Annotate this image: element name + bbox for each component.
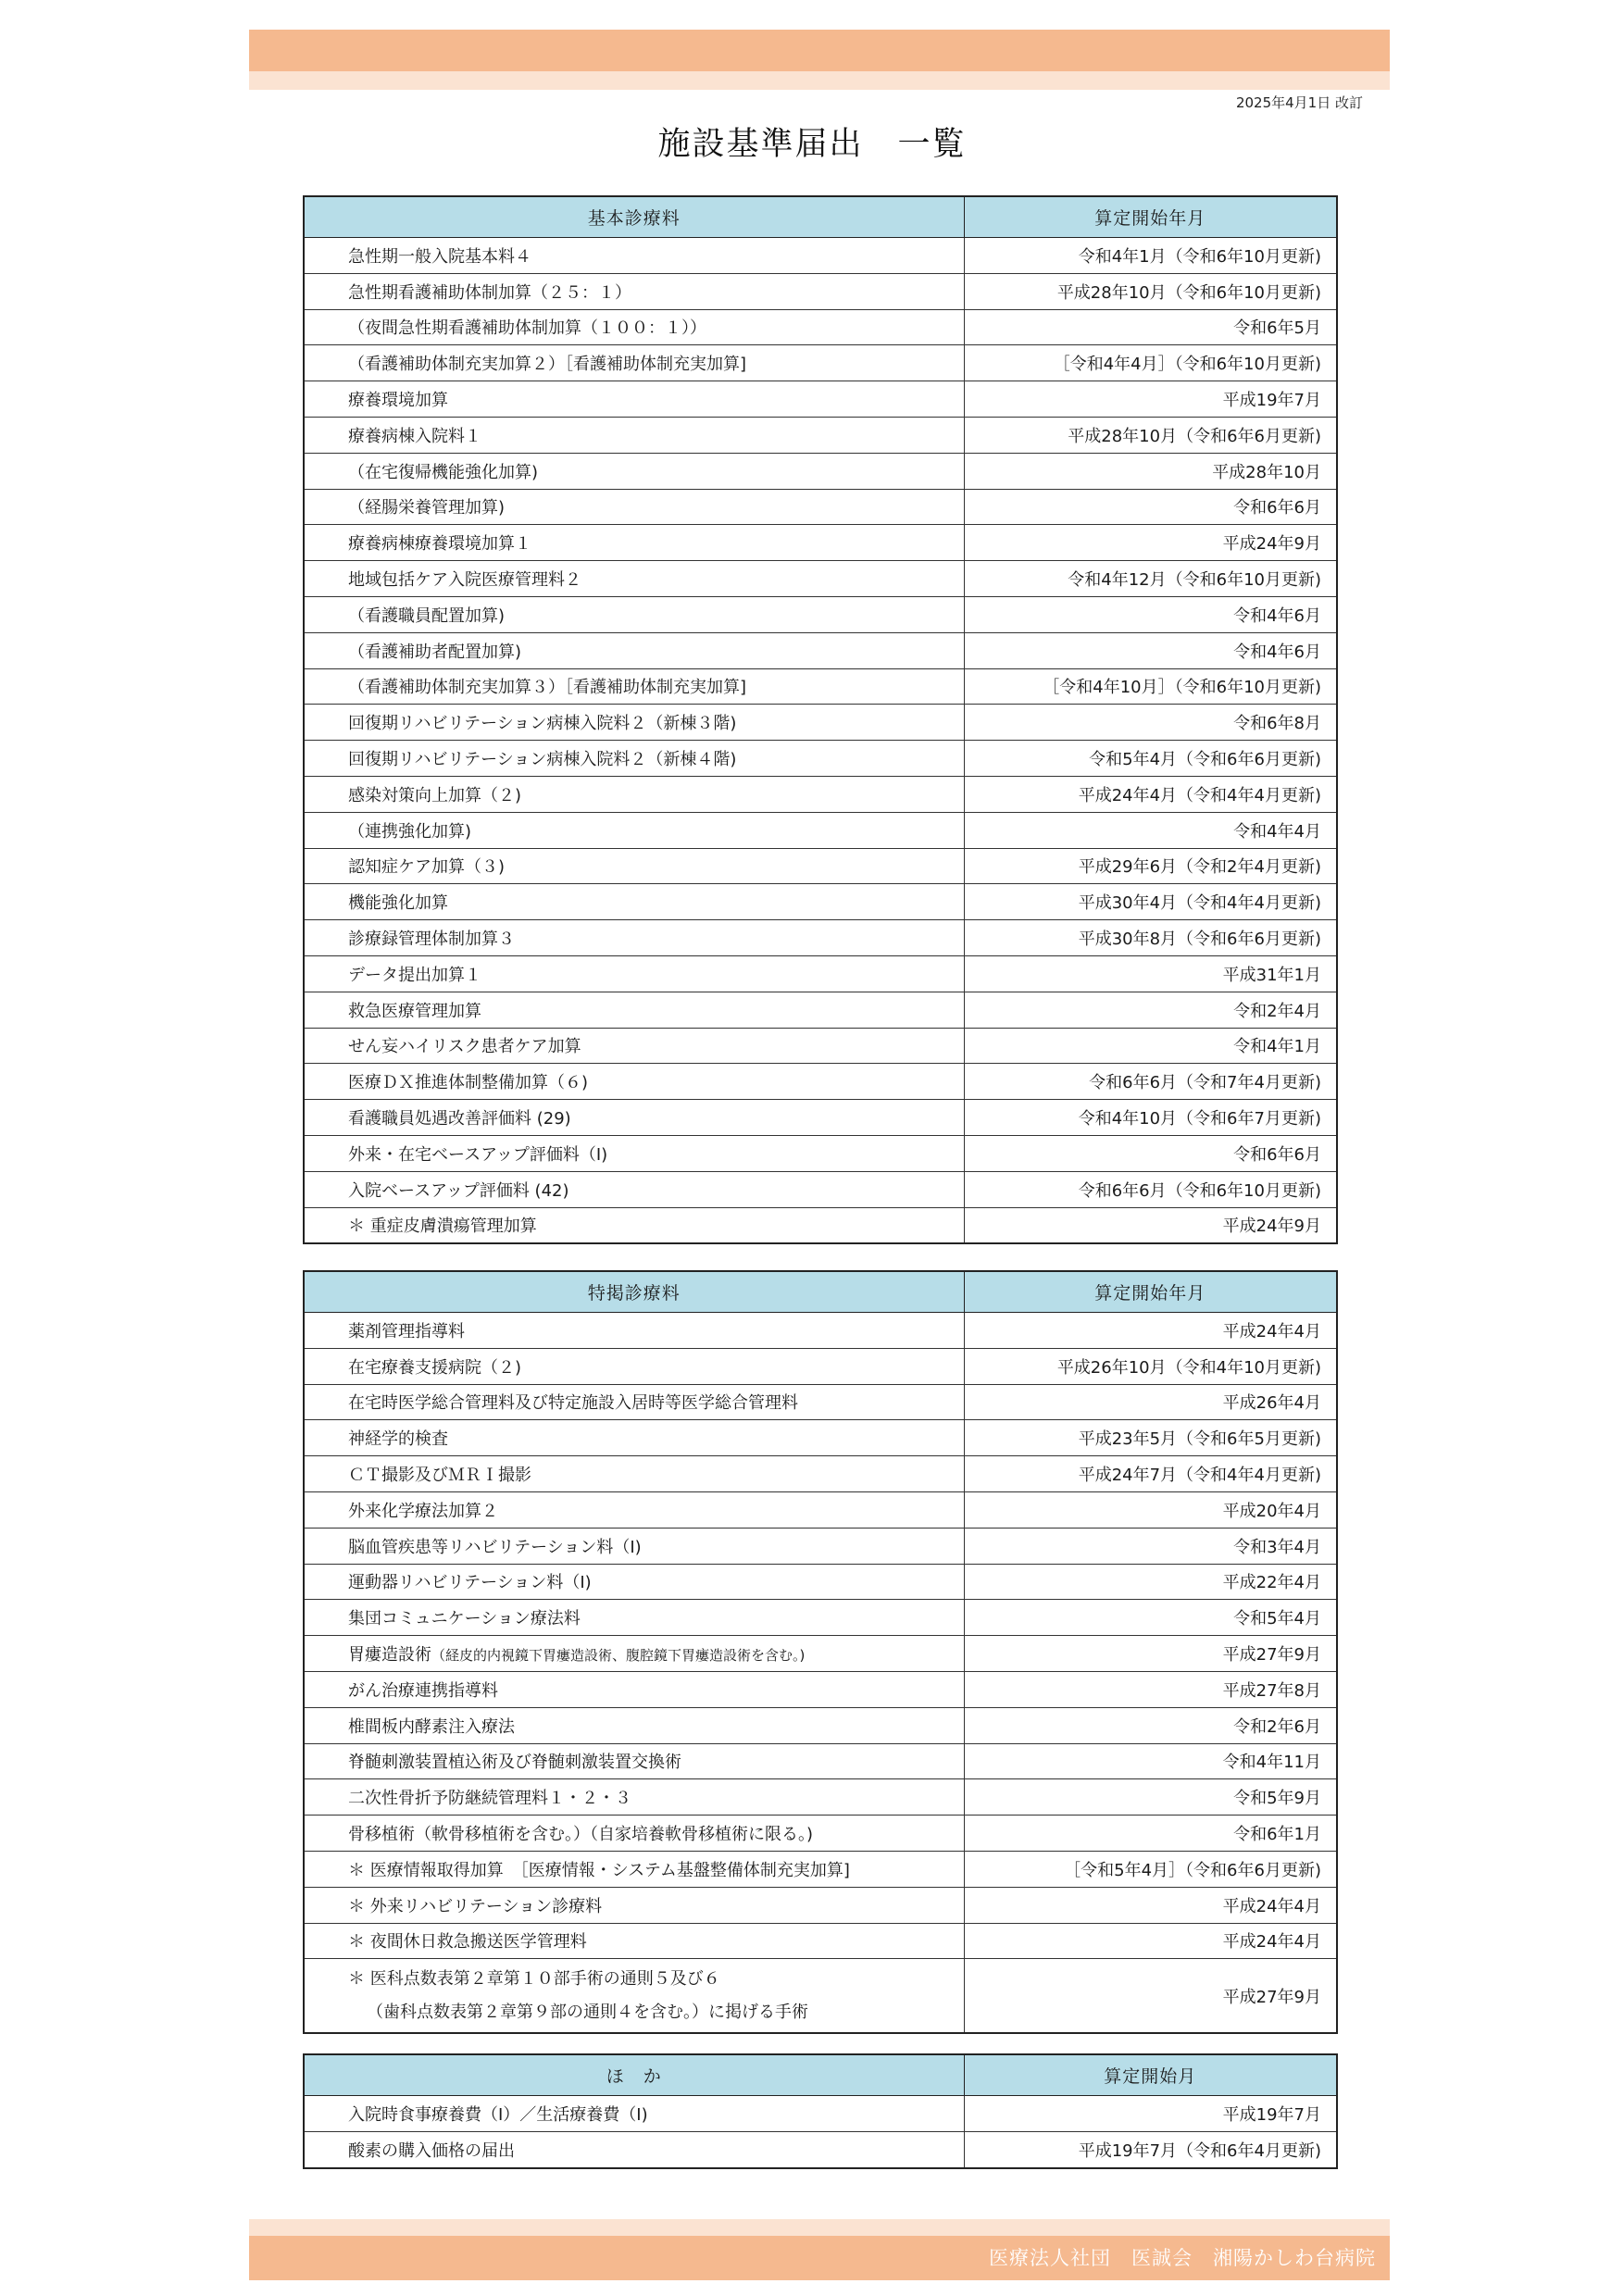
row-date: 平成24年4月 <box>964 1313 1337 1349</box>
row-date: 令和2年4月 <box>964 992 1337 1028</box>
row-name-text: 胃瘻造設術 <box>348 1645 431 1666</box>
row-name <box>304 920 964 956</box>
header-band-light <box>249 71 1390 90</box>
row-name <box>304 1313 964 1349</box>
row-date: 令和6年6月 <box>964 1135 1337 1171</box>
table-row <box>304 417 1337 453</box>
row-name <box>304 1028 964 1064</box>
column-header-name: 特掲診療料 <box>304 1271 964 1313</box>
row-date: 令和4年12月（令和6年10月更新) <box>964 561 1337 597</box>
row-date: 平成30年8月（令和6年6月更新) <box>964 920 1337 956</box>
row-date: 平成27年9月 <box>964 1636 1337 1672</box>
table-row <box>304 1384 1337 1420</box>
table-row <box>304 1207 1337 1243</box>
page-title: 施設基準届出 一覧 <box>657 126 967 163</box>
table-row <box>304 1816 1337 1852</box>
row-date: 令和6年5月 <box>964 309 1337 345</box>
table-row <box>304 812 1337 848</box>
table-row <box>304 1064 1337 1100</box>
table-row <box>304 1671 1337 1707</box>
row-name <box>304 992 964 1028</box>
table-row <box>304 1528 1337 1564</box>
row-date: 令和4年10月（令和6年7月更新) <box>964 1100 1337 1136</box>
row-name-text: 急性期看護補助体制加算（２５：１） <box>348 282 631 303</box>
table-row <box>304 453 1337 489</box>
row-name <box>304 1456 964 1492</box>
table-row <box>304 1707 1337 1743</box>
row-name <box>304 489 964 525</box>
row-name <box>304 1707 964 1743</box>
row-name-text: ＊ 医科点数表第２章第１０部手術の通則５及び６ <box>348 1968 720 1989</box>
row-name <box>304 1959 964 2033</box>
table-row <box>304 884 1337 920</box>
row-name <box>304 884 964 920</box>
table-row <box>304 1923 1337 1959</box>
row-name <box>304 1564 964 1600</box>
table-row <box>304 632 1337 668</box>
row-name <box>304 848 964 884</box>
row-date: 令和6年6月（令和7年4月更新) <box>964 1064 1337 1100</box>
column-header-name: 基本診療料 <box>304 196 964 238</box>
table-row <box>304 381 1337 418</box>
row-name-text: 認知症ケア加算（３) <box>348 857 506 878</box>
row-date: 平成24年7月（令和4年4月更新) <box>964 1456 1337 1492</box>
row-date: 平成29年6月（令和2年4月更新) <box>964 848 1337 884</box>
row-date: 令和5年4月 <box>964 1600 1337 1636</box>
table-header-row <box>304 1271 1337 1313</box>
row-name <box>304 1100 964 1136</box>
row-date: 平成30年4月（令和4年4月更新) <box>964 884 1337 920</box>
row-date: 令和4年6月 <box>964 632 1337 668</box>
row-name <box>304 1171 964 1207</box>
row-date: 令和4年1月（令和6年10月更新) <box>964 238 1337 274</box>
row-date: 令和4年4月 <box>964 812 1337 848</box>
row-name <box>304 955 964 992</box>
row-name <box>304 1384 964 1420</box>
row-name-text: 療養病棟療養環境加算１ <box>348 534 531 555</box>
row-name <box>304 417 964 453</box>
row-date: 平成28年10月 <box>964 453 1337 489</box>
row-date: 平成19年7月 <box>964 381 1337 418</box>
row-name-text: 在宅療養支援病院（２) <box>348 1357 522 1378</box>
row-date: 平成27年9月 <box>964 1959 1337 2033</box>
row-name <box>304 741 964 777</box>
row-name <box>304 812 964 848</box>
row-date: 平成19年7月（令和6年4月更新) <box>964 2131 1337 2167</box>
table-row <box>304 1420 1337 1456</box>
row-name <box>304 1779 964 1816</box>
row-name-text: 薬剤管理指導料 <box>348 1321 465 1341</box>
row-name <box>304 345 964 381</box>
row-date: 令和5年9月 <box>964 1779 1337 1816</box>
row-name-text: データ提出加算１ <box>348 965 481 985</box>
row-date: 令和6年8月 <box>964 705 1337 741</box>
row-name-text: 地域包括ケア入院医療管理料２ <box>348 570 581 591</box>
row-name-text: ＊ 医療情報取得加算 ［医療情報・システム基盤整備体制充実加算] <box>348 1860 850 1880</box>
row-name <box>304 2096 964 2132</box>
row-name <box>304 309 964 345</box>
column-header-name: ほ か <box>304 2054 964 2096</box>
table-row <box>304 955 1337 992</box>
row-date: ［令和4年4月］（令和6年10月更新) <box>964 345 1337 381</box>
row-name <box>304 1348 964 1384</box>
table-row <box>304 1348 1337 1384</box>
table-row <box>304 705 1337 741</box>
hospital-name: 医療法人社団 医誠会 湘陽かしわ台病院 <box>989 2247 1376 2269</box>
row-name <box>304 381 964 418</box>
row-date: 平成27年8月 <box>964 1671 1337 1707</box>
row-name-text: 骨移植術（軟骨移植術を含む。）（自家培養軟骨移植術に限る。) <box>348 1825 814 1845</box>
row-date: 平成24年4月（令和4年4月更新) <box>964 776 1337 812</box>
row-date: 平成28年10月（令和6年6月更新) <box>964 417 1337 453</box>
row-date: 平成24年9月 <box>964 525 1337 561</box>
table-row <box>304 309 1337 345</box>
row-name-line2: （歯科点数表第２章第９部の通則４を含む。）に掲げる手術 <box>367 2002 808 2022</box>
row-name-text: 感染対策向上加算（２) <box>348 785 522 805</box>
row-date: 令和6年1月 <box>964 1816 1337 1852</box>
row-name <box>304 1064 964 1100</box>
row-name-text: 回復期リハビリテーション病棟入院料２（新棟３階) <box>348 714 737 734</box>
revision-date: 2025年4月1日 改訂 <box>1235 94 1363 111</box>
column-header-date: 算定開始月 <box>964 2054 1337 2096</box>
row-name <box>304 632 964 668</box>
table-row <box>304 1779 1337 1816</box>
row-name <box>304 1135 964 1171</box>
row-date: 令和4年11月 <box>964 1743 1337 1779</box>
row-date: 平成20年4月 <box>964 1491 1337 1528</box>
basic-fee-table <box>303 195 1338 1244</box>
row-name-text: 救急医療管理加算 <box>348 1001 481 1021</box>
row-date: 平成28年10月（令和6年10月更新) <box>964 273 1337 309</box>
row-name <box>304 668 964 705</box>
table-row <box>304 273 1337 309</box>
row-name-text: 二次性骨折予防継続管理料１・２・３ <box>348 1789 631 1809</box>
row-name-text: （在宅復帰機能強化加算) <box>348 462 539 482</box>
row-name <box>304 561 964 597</box>
row-name <box>304 1851 964 1887</box>
special-fee-table <box>303 1270 1338 2034</box>
row-name-text: （経腸栄養管理加算) <box>348 498 506 518</box>
table-row <box>304 1959 1337 2033</box>
row-date: 平成23年5月（令和6年5月更新) <box>964 1420 1337 1456</box>
row-name-text: 外来・在宅ベースアップ評価料（Ⅰ) <box>348 1144 608 1165</box>
footer-band-light <box>249 2219 1390 2236</box>
row-name-text: 酸素の購入価格の届出 <box>348 2140 515 2161</box>
table-row <box>304 1313 1337 1349</box>
table-row <box>304 525 1337 561</box>
row-name-text: （看護補助体制充実加算３）［看護補助体制充実加算] <box>348 678 747 698</box>
row-name-text: がん治療連携指導料 <box>348 1680 498 1701</box>
table-row <box>304 668 1337 705</box>
row-name-text: 機能強化加算 <box>348 893 448 914</box>
row-date: 平成31年1月 <box>964 955 1337 992</box>
row-name-text: 療養病棟入院料１ <box>348 426 481 446</box>
row-date: 平成19年7月 <box>964 2096 1337 2132</box>
table-row <box>304 1564 1337 1600</box>
header-band <box>249 30 1390 71</box>
table-row <box>304 345 1337 381</box>
table-header-row <box>304 196 1337 238</box>
row-date: 平成24年4月 <box>964 1923 1337 1959</box>
table-row <box>304 1887 1337 1923</box>
row-name-text: ＊ 重症皮膚潰瘍管理加算 <box>348 1217 537 1237</box>
row-date: 令和6年6月（令和6年10月更新) <box>964 1171 1337 1207</box>
table-row <box>304 848 1337 884</box>
row-name-text: 看護職員処遇改善評価料 (29) <box>348 1109 571 1129</box>
row-name <box>304 2131 964 2167</box>
row-name-note: （経皮的内視鏡下胃瘻造設術、腹腔鏡下胃瘻造設術を含む。) <box>431 1647 806 1665</box>
row-name-text: （夜間急性期看護補助体制加算（１００：１）） <box>348 318 706 339</box>
table-row <box>304 1100 1337 1136</box>
table-row <box>304 1600 1337 1636</box>
row-date: 平成22年4月 <box>964 1564 1337 1600</box>
row-date: 令和6年6月 <box>964 489 1337 525</box>
row-date: 令和5年4月（令和6年6月更新) <box>964 741 1337 777</box>
row-name <box>304 273 964 309</box>
row-name-text: ＊ 夜間休日救急搬送医学管理料 <box>348 1932 587 1953</box>
row-date: 令和4年1月 <box>964 1028 1337 1064</box>
row-name-text: （看護補助者配置加算) <box>348 642 522 662</box>
row-name <box>304 776 964 812</box>
table-row <box>304 1491 1337 1528</box>
row-date: 平成24年9月 <box>964 1207 1337 1243</box>
table-row <box>304 1171 1337 1207</box>
row-name <box>304 1491 964 1528</box>
table-row <box>304 741 1337 777</box>
row-name <box>304 238 964 274</box>
row-date: ［令和4年10月］（令和6年10月更新) <box>964 668 1337 705</box>
row-name-text: （連携強化加算) <box>348 821 472 842</box>
table-header-row <box>304 2054 1337 2096</box>
row-name-text: せん妄ハイリスク患者ケア加算 <box>348 1037 581 1057</box>
row-name-text: 集団コミュニケーション療法料 <box>348 1609 581 1629</box>
row-name-text: 脊髄刺激装置植込術及び脊髄刺激装置交換術 <box>348 1753 681 1773</box>
row-name <box>304 1420 964 1456</box>
table-row <box>304 596 1337 632</box>
column-header-date: 算定開始年月 <box>964 1271 1337 1313</box>
row-name <box>304 705 964 741</box>
row-name <box>304 1816 964 1852</box>
row-date: 平成26年4月 <box>964 1384 1337 1420</box>
table-row <box>304 1456 1337 1492</box>
row-name-text: 在宅時医学総合管理料及び特定施設入居時等医学総合管理料 <box>348 1393 798 1414</box>
row-name-text: 入院ベースアップ評価料 (42) <box>348 1180 569 1201</box>
row-name <box>304 453 964 489</box>
table-row <box>304 776 1337 812</box>
row-name-text: ＣＴ撮影及びＭＲＩ撮影 <box>348 1466 531 1486</box>
row-name <box>304 1923 964 1959</box>
row-name-text: （看護補助体制充実加算２）［看護補助体制充実加算] <box>348 355 747 375</box>
row-date: 令和2年6月 <box>964 1707 1337 1743</box>
row-name <box>304 1600 964 1636</box>
other-fee-table <box>303 2053 1338 2169</box>
row-name <box>304 1743 964 1779</box>
row-name-text: 入院時食事療養費（Ⅰ）／生活療養費（Ⅰ) <box>348 2104 648 2125</box>
table-row <box>304 238 1337 274</box>
row-name <box>304 1207 964 1243</box>
table-row <box>304 1743 1337 1779</box>
row-date: 平成24年4月 <box>964 1887 1337 1923</box>
table-row <box>304 920 1337 956</box>
row-name-text: 急性期一般入院基本料４ <box>348 246 531 267</box>
row-name-text: 運動器リハビリテーション料（Ⅰ) <box>348 1573 592 1593</box>
row-name <box>304 1528 964 1564</box>
table-row <box>304 992 1337 1028</box>
row-name-text: 回復期リハビリテーション病棟入院料２（新棟４階) <box>348 750 737 770</box>
row-name-text: （看護職員配置加算) <box>348 605 506 626</box>
row-name <box>304 525 964 561</box>
row-date: ［令和5年4月］（令和6年6月更新) <box>964 1851 1337 1887</box>
table-row <box>304 2131 1337 2167</box>
row-name-text: 診療録管理体制加算３ <box>348 930 515 950</box>
table-row <box>304 1028 1337 1064</box>
row-name <box>304 1887 964 1923</box>
row-name <box>304 1636 964 1672</box>
row-name-text: 療養環境加算 <box>348 391 448 411</box>
table-row <box>304 489 1337 525</box>
row-date: 平成26年10月（令和4年10月更新) <box>964 1348 1337 1384</box>
table-row <box>304 1135 1337 1171</box>
row-name-text: 神経学的検査 <box>348 1429 448 1450</box>
row-name <box>304 596 964 632</box>
row-name-text: 脳血管疾患等リハビリテーション料（Ⅰ) <box>348 1537 642 1557</box>
row-name <box>304 1671 964 1707</box>
row-name-text: ＊ 外来リハビリテーション診療料 <box>348 1896 603 1916</box>
table-row <box>304 561 1337 597</box>
row-name-text: 椎間板内酵素注入療法 <box>348 1716 515 1737</box>
table-row <box>304 1851 1337 1887</box>
row-name-text: 医療ＤＸ推進体制整備加算（６) <box>348 1073 589 1093</box>
row-date: 令和3年4月 <box>964 1528 1337 1564</box>
row-date: 令和4年6月 <box>964 596 1337 632</box>
column-header-date: 算定開始年月 <box>964 196 1337 238</box>
row-name-text: 外来化学療法加算２ <box>348 1501 498 1521</box>
table-row <box>304 2096 1337 2132</box>
table-row <box>304 1636 1337 1672</box>
